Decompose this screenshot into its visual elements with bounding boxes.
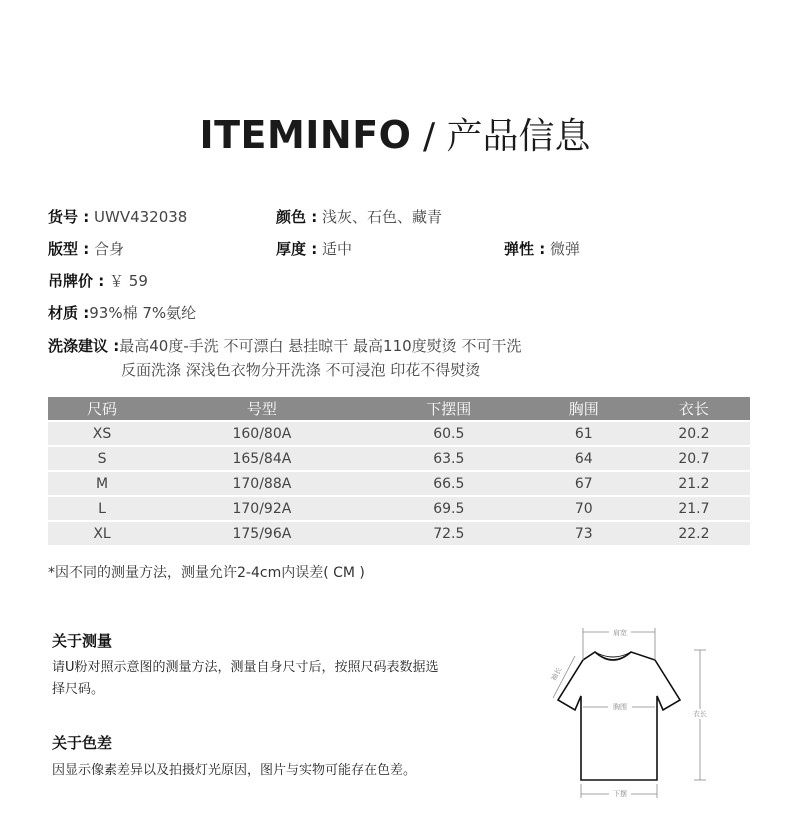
cell-chest: 64: [530, 446, 638, 471]
title-en: ITEMINFO: [199, 113, 412, 157]
price-row: [48, 270, 148, 291]
table-row: [48, 446, 750, 471]
chest-measure: [583, 702, 655, 711]
table-row: [48, 521, 750, 545]
material-label: 材质 :: [48, 304, 90, 322]
cell-length: 22.2: [638, 521, 750, 545]
title-separator: /: [411, 116, 447, 157]
chest-label: 胸围: [613, 703, 627, 711]
header-model: 号型: [156, 397, 368, 421]
fit-row: [48, 238, 124, 259]
cell-length: 21.7: [638, 496, 750, 521]
cell-size: XL: [48, 521, 156, 545]
cell-hem: 63.5: [368, 446, 530, 471]
cell-hem: 69.5: [368, 496, 530, 521]
item-number-row: [48, 206, 187, 227]
fit-label: 版型 :: [48, 240, 90, 258]
care-line-2: 反面洗涤 深浅色衣物分开洗涤 不可浸泡 印花不得熨烫: [121, 361, 481, 379]
price-value: ￥ 59: [104, 272, 148, 290]
care-line-1: 最高40度-手洗 不可漂白 悬挂晾干 最高110度熨烫 不可干洗: [119, 337, 522, 355]
table-row: [48, 421, 750, 446]
length-measure: [689, 650, 711, 780]
page-title: [0, 108, 790, 159]
cell-length: 20.7: [638, 446, 750, 471]
color-value: 浅灰、石色、藏青: [317, 208, 443, 226]
elastic-row: [504, 238, 580, 259]
cell-model: 170/92A: [156, 496, 368, 521]
measure-text: [52, 657, 439, 701]
color-row: [276, 206, 442, 227]
cell-hem: 60.5: [368, 421, 530, 446]
header-size: 尺码: [48, 397, 156, 421]
hem-label: 下摆: [613, 790, 627, 798]
care-block: [48, 334, 521, 382]
size-table: [48, 397, 750, 545]
sleeve-label: 袖长: [549, 666, 564, 683]
cell-chest: 73: [530, 521, 638, 545]
cell-hem: 72.5: [368, 521, 530, 545]
header-chest: 胸围: [530, 397, 638, 421]
title-cn: 产品信息: [446, 116, 591, 157]
elastic-value: 微弹: [545, 240, 581, 258]
fit-value: 合身: [89, 240, 125, 258]
measurement-note: *因不同的测量方法，测量允许2-4cm内误差( CM ): [48, 565, 365, 581]
cell-length: 21.2: [638, 471, 750, 496]
measure-line-2: 择尺码。: [52, 682, 105, 697]
cell-chest: 67: [530, 471, 638, 496]
cell-chest: 61: [530, 421, 638, 446]
thickness-label: 厚度 :: [276, 240, 318, 258]
cell-model: 170/88A: [156, 471, 368, 496]
shoulder-label: 肩宽: [613, 629, 627, 637]
length-label: 衣长: [693, 710, 707, 718]
header-hem: 下摆围: [368, 397, 530, 421]
table-row: [48, 496, 750, 521]
material-value: 93%棉 7%氨纶: [89, 304, 197, 322]
care-label: 洗涤建议 :: [48, 337, 120, 355]
item-number-value: UWV432038: [89, 208, 188, 226]
cell-size: S: [48, 446, 156, 471]
measure-line-1: 请U粉对照示意图的测量方法，测量自身尺寸后，按照尺码表数据选: [52, 660, 439, 675]
measure-heading: 关于测量: [52, 632, 113, 650]
color-label: 颜色 :: [276, 208, 318, 226]
cell-hem: 66.5: [368, 471, 530, 496]
header-length: 衣长: [638, 397, 750, 421]
cell-length: 20.2: [638, 421, 750, 446]
cell-size: L: [48, 496, 156, 521]
thickness-value: 适中: [317, 240, 353, 258]
cell-model: 160/80A: [156, 421, 368, 446]
cell-model: 165/84A: [156, 446, 368, 471]
tshirt-outline: [558, 652, 680, 780]
shoulder-measure: [583, 628, 655, 660]
price-label: 吊牌价 :: [48, 272, 105, 290]
cell-size: XS: [48, 421, 156, 446]
thickness-row: [276, 238, 352, 259]
cell-chest: 70: [530, 496, 638, 521]
elastic-label: 弹性 :: [504, 240, 546, 258]
table-row: [48, 471, 750, 496]
size-table-header: [48, 397, 750, 421]
material-row: [48, 302, 196, 323]
item-number-label: 货号 :: [48, 208, 90, 226]
tshirt-measure-diagram: [545, 622, 715, 807]
cell-model: 175/96A: [156, 521, 368, 545]
sleeve-measure: [549, 656, 575, 698]
hem-measure: [581, 784, 657, 798]
color-diff-heading: 关于色差: [52, 734, 113, 752]
color-diff-text: 因显示像素差异以及拍摄灯光原因，图片与实物可能存在色差。: [52, 763, 417, 778]
cell-size: M: [48, 471, 156, 496]
